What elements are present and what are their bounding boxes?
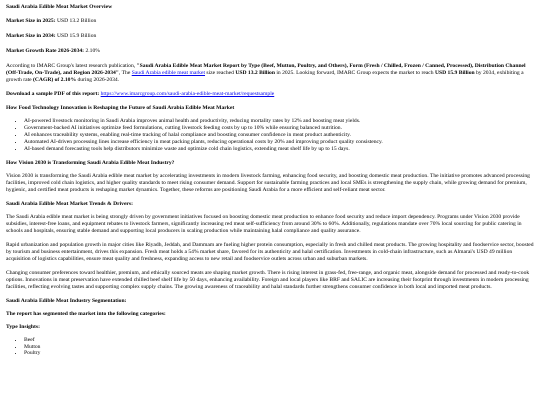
list-item: • AI-powered livestock monitoring in Saudi Arabia improves animal health and productivity, reducing mortality rates by 12% and boosting meat yields. xyxy=(24,118,534,125)
market-growth-rate xyxy=(6,48,534,55)
section-heading: Saudi Arabia Edible Meat Market Trends & Drivers: xyxy=(6,200,133,207)
market-size-2025 xyxy=(6,18,534,25)
type-list xyxy=(6,337,534,358)
trends-paragraph: Changing consumer preferences toward healthier, premium, and ethically sourced meats are shaping market growth. There is rising interest in grass-fed, free-range, and organic meat, alongside demand for processed and ready-to-cook options. Innovations in meat preservation have extended chilled beef shelf life by 50 days, enhancing availability. Foreign and local players like BRF and SALIC are increasing their footprint through investments in modern processing facilities, reflecting evolving tastes and supporting complex supply chains. The growing awareness of traceability and halal standards further strengthens consumer confidence in both local and imported meat products. xyxy=(6,269,530,290)
segmentation-subheading: The report has segmented the market into the following categories: xyxy=(6,310,166,317)
intro-text: size reached xyxy=(205,69,236,76)
report-title: "Saudi Arabia Edible Meat Market Report by Type (Beef, Mutton, Poultry, and Others), Form (Fresh / Chilled, Frozen / Canned, Processed), Distribution Channel (Off-Trade, On-Trade), and Region 2026-2034" xyxy=(6,62,526,76)
intro-text: by 2034, exhibiting a growth rate xyxy=(6,69,524,83)
vision-paragraph: Vision 2030 is transforming the Saudi Arabia edible meat market by accelerating investments in modern livestock farming, enhancing food security, and boosting domestic meat production. The initiative promotes advanced processing facilities, improved cold chain logistics, and higher quality standards to meet rising consumer demand. Support for sustainable farming practices and local SMEs is strengthening the supply chain, while growing demand for premium, hygienic, and certified meat products is reshaping market dynamics. Together, these reforms are positioning Saudi Arabia for a more efficient and self-reliant meat sector. xyxy=(6,172,530,193)
stat-value: 2.10% xyxy=(85,47,100,54)
ai-list xyxy=(6,118,534,153)
intro-value: (CAGR) of 2.10% xyxy=(33,76,77,83)
list-item: • Automated AI-driven processing lines increase efficiency in meat packing plants, reducing operational costs by 20% and improving product quality consistency. xyxy=(24,139,534,146)
stat-label: Market Size in 2034: xyxy=(6,32,56,39)
stat-value: USD 15.9 Billion xyxy=(56,32,97,39)
intro-text: during 2026-2034. xyxy=(76,76,120,83)
list-item: • Beef xyxy=(24,337,534,344)
list-item: • Poultry xyxy=(24,350,534,357)
market-size-2034 xyxy=(6,33,534,40)
list-item: • Government-backed AI initiatives optimize feed formulations, cutting livestock feeding costs by up to 10% while ensuring balanced nutrition. xyxy=(24,125,534,132)
section-heading: Saudi Arabia Edible Meat Industry Segmentation: xyxy=(6,297,127,304)
list-item: • Mutton xyxy=(24,344,534,351)
intro-text: According to IMARC Group's latest research publication, xyxy=(6,62,137,69)
stat-label: Market Size in 2025: xyxy=(6,17,56,24)
market-link[interactable]: Saudi Arabia edible meat market xyxy=(131,69,206,76)
stat-label: Market Growth Rate 2026-2034: xyxy=(6,47,85,54)
intro-text: , The xyxy=(118,69,132,76)
sample-download xyxy=(6,91,534,98)
sample-label: Download a sample PDF of this report: xyxy=(6,90,101,97)
list-item: • AI enhances traceability systems, enabling real-time tracking of halal compliance and boosting consumer confidence in meat product authenticity. xyxy=(24,132,534,139)
sample-link[interactable]: https://www.imarcgroup.com/saudi-arabia-edible-meat-market/requestsample xyxy=(100,90,275,97)
intro-value: USD 13.2 Billion xyxy=(235,69,275,76)
page-title: Saudi Arabia Edible Meat Market Overview xyxy=(6,4,113,10)
intro-value: USD 15.9 Billion xyxy=(434,69,475,76)
intro-text: in 2025. Looking forward, IMARC Group expects the market to reach xyxy=(274,69,435,76)
section-heading: How Vision 2030 is Transforming Saudi Arabia Edible Meat Industry? xyxy=(6,159,175,166)
list-item: • AI-based demand forecasting tools help distributors minimize waste and optimize cold chain logistics, extending meat shelf life by up to 15 days. xyxy=(24,146,534,153)
stat-value: USD 13.2 Billion xyxy=(56,17,97,24)
type-insights-heading: Type Insights: xyxy=(6,323,40,330)
trends-paragraph: The Saudi Arabia edible meat market is being strongly driven by government initiatives focused on boosting domestic meat production to enhance food security and reduce import dependency. Programs under Vision 2030 provide subsidies, interest-free loans, and equipment rebates to livestock farmers, significantly increasing red meat self-sufficiency from around 30% to 60%. Additionally, regulations mandate over 70% local sourcing for public catering in schools and hospitals, ensuring stable demand and supporting local producers in scaling production while maintaining halal compliance and quality assurance. xyxy=(6,213,522,234)
section-heading: How Food Technology Innovation is Reshaping the Future of Saudi Arabia Edible Meat Market xyxy=(6,104,235,111)
trends-paragraph: Rapid urbanization and population growth in major cities like Riyadh, Jeddah, and Dammam are fueling higher protein consumption, especially in fresh and chilled meat products. The growing hospitality and foodservice sector, boosted by tourism and business entertainment, drives this expansion. Fresh meat holds a 54% market share, favored for its authenticity and halal certification. Investments in cold-chain infrastructure, such as Almarai's USD 49 million acquisition of logistics capabilities, ensure meat quality and freshness, expanding access to new retail and foodservice outlets across urban and suburban markets. xyxy=(6,241,534,262)
intro-paragraph xyxy=(6,63,534,84)
